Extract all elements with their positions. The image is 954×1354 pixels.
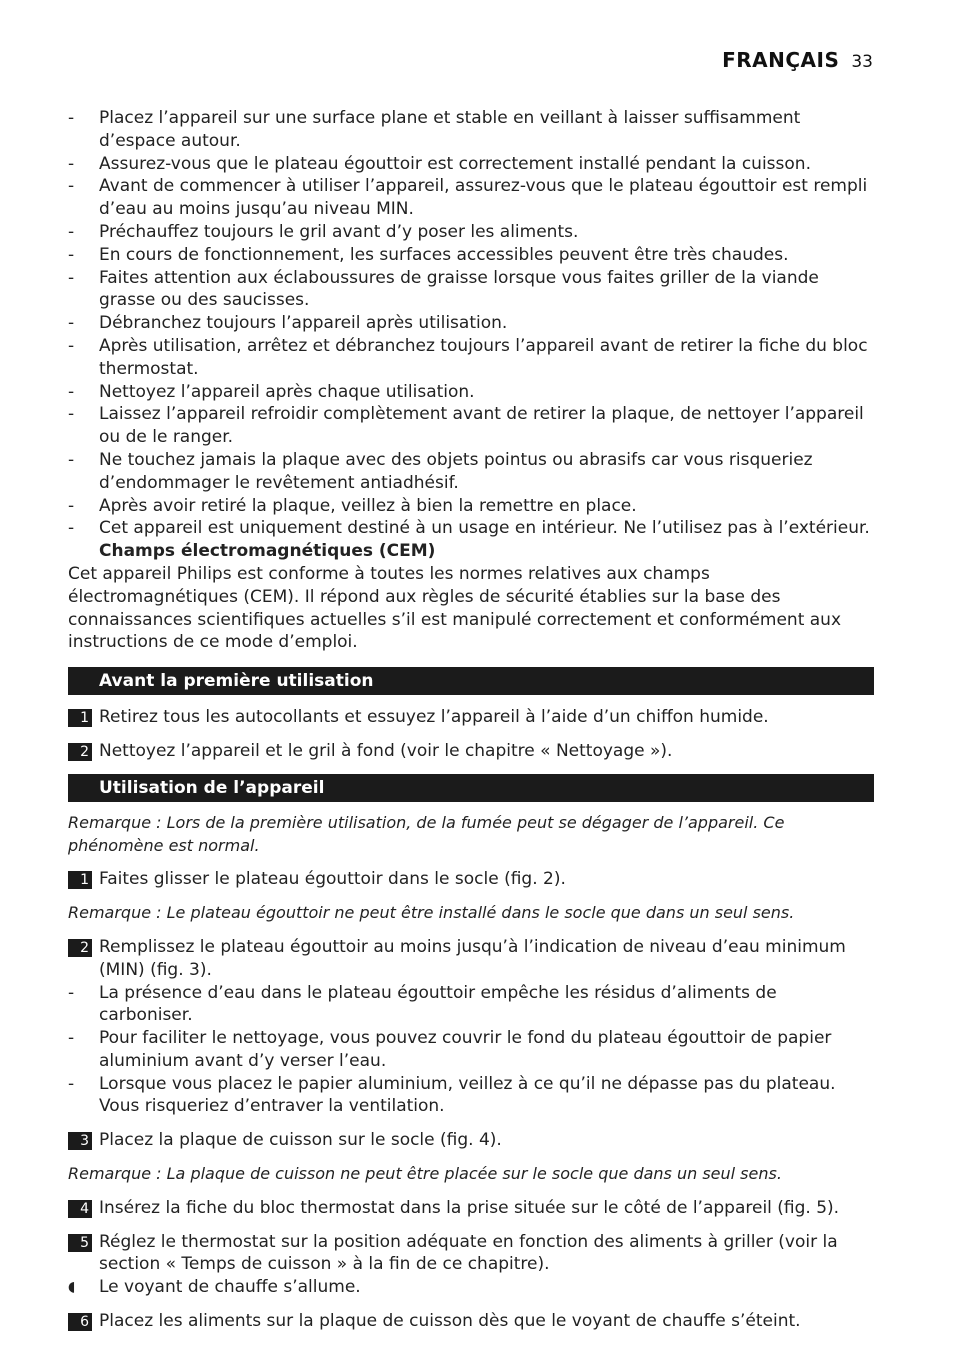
bullet-item bbox=[68, 495, 874, 518]
step-text: Faites glisser le plateau égouttoir dans le socle (fig. 2). bbox=[99, 869, 566, 890]
page-content bbox=[68, 107, 874, 1344]
bullet-dash: - bbox=[68, 221, 75, 242]
step-item bbox=[68, 1231, 874, 1277]
step-number: 6 bbox=[68, 1313, 92, 1331]
bullet-dash: - bbox=[68, 1028, 75, 1049]
bullet-dash: - bbox=[68, 449, 75, 470]
bullet-text: Cet appareil est uniquement destiné à un usage en intérieur. Ne l’utilisez pas à l’extérieur. bbox=[99, 518, 870, 539]
bullet-item bbox=[68, 449, 874, 495]
note-drip-tray: Remarque : Le plateau égouttoir ne peut être installé dans le socle que dans un seul sens. bbox=[68, 903, 795, 923]
bullet-item bbox=[68, 244, 874, 267]
step-text: Insérez la fiche du bloc thermostat dans la prise située sur le côté de l’appareil (fig. 5). bbox=[99, 1197, 840, 1218]
language-label: FRANÇAIS bbox=[722, 48, 840, 72]
bullet-dash: - bbox=[68, 153, 75, 174]
bullet-text: Nettoyez l’appareil après chaque utilisation. bbox=[99, 381, 475, 402]
bullet-text: En cours de fonctionnement, les surfaces accessibles peuvent être très chaudes. bbox=[99, 244, 789, 265]
bullet-text: Préchauffez toujours le gril avant d’y poser les aliments. bbox=[99, 221, 579, 242]
bullet-item bbox=[68, 335, 874, 381]
page-header bbox=[722, 48, 873, 72]
bullet-dash: - bbox=[68, 244, 75, 265]
bullet-item bbox=[68, 403, 874, 449]
step-item bbox=[68, 1310, 874, 1333]
bullet-item bbox=[68, 517, 874, 540]
step-item bbox=[68, 936, 874, 982]
note-first-use: Remarque : Lors de la première utilisation, de la fumée peut se dégager de l’appareil. Ce phénomène est normal. bbox=[68, 812, 785, 855]
step-number: 3 bbox=[68, 1132, 92, 1150]
bullet-text: Faites attention aux éclaboussures de graisse lorsque vous faites griller de la viande grasse ou des saucisses. bbox=[99, 267, 819, 311]
step-item bbox=[68, 868, 874, 891]
bullet-text: Pour faciliter le nettoyage, vous pouvez couvrir le fond du plateau égouttoir de papier aluminium avant d’y verser l’eau. bbox=[99, 1028, 832, 1071]
step-number: 1 bbox=[68, 709, 92, 727]
bullet-item bbox=[68, 1073, 874, 1119]
bullet-dash: - bbox=[68, 313, 75, 334]
step-text: Placez la plaque de cuisson sur le socle (fig. 4). bbox=[99, 1130, 502, 1151]
step-number: 2 bbox=[68, 743, 92, 761]
section-title-before-first-use: Avant la première utilisation bbox=[68, 667, 874, 695]
step-text: Retirez tous les autocollants et essuyez l’appareil à l’aide d’un chiffon humide. bbox=[99, 707, 769, 728]
bullet-item bbox=[68, 381, 874, 404]
emf-paragraph: Cet appareil Philips est conforme à toutes les normes relatives aux champs électromagnétiques (CEM). Il répond aux règles de sécurité établies sur la base des connaissances scientifiques actuelles s’il est manipulé correctement et conformément aux instructions de ce mode d’emploi. bbox=[68, 563, 842, 653]
bullet-dash: - bbox=[68, 267, 75, 288]
step-number: 4 bbox=[68, 1200, 92, 1218]
bullet-text: Laissez l’appareil refroidir complètement avant de retirer la plaque, de nettoyer l’appareil ou de le ranger. bbox=[99, 404, 864, 448]
step-number: 5 bbox=[68, 1234, 92, 1252]
bullet-dash: - bbox=[68, 176, 75, 197]
bullet-item bbox=[68, 982, 874, 1028]
bullet-item bbox=[68, 153, 874, 176]
step-number: 1 bbox=[68, 871, 92, 889]
bullet-dash: - bbox=[68, 404, 75, 425]
bullet-text: Avant de commencer à utiliser l’appareil, assurez-vous que le plateau égouttoir est rempli d’eau au moins jusqu’au niveau MIN. bbox=[99, 176, 868, 220]
bullet-dash: - bbox=[68, 108, 75, 128]
bullet-dash: - bbox=[68, 518, 75, 539]
step-item bbox=[68, 706, 874, 729]
bullet-text: La présence d’eau dans le plateau égouttoir empêche les résidus d’aliments de carboniser. bbox=[99, 982, 777, 1026]
bullet-dash: - bbox=[68, 335, 75, 356]
bullet-text: Placez l’appareil sur une surface plane et stable en veillant à laisser suffisamment d’espace autour. bbox=[99, 108, 801, 151]
bullet-text: Débranchez toujours l’appareil après utilisation. bbox=[99, 313, 508, 334]
bullet-text: Après avoir retiré la plaque, veillez à bien la remettre en place. bbox=[99, 495, 637, 516]
step-number: 2 bbox=[68, 939, 92, 957]
result-arrow-icon: ◖ bbox=[68, 1279, 76, 1296]
note-cooking-plate: Remarque : La plaque de cuisson ne peut être placée sur le socle que dans un seul sens. bbox=[68, 1164, 782, 1184]
page-number: 33 bbox=[851, 52, 873, 72]
bullet-item bbox=[68, 107, 874, 153]
step2-bullet-list bbox=[68, 982, 874, 1119]
bullet-item bbox=[68, 267, 874, 313]
step-text: Placez les aliments sur la plaque de cuisson dès que le voyant de chauffe s’éteint. bbox=[99, 1311, 801, 1332]
step-text: Nettoyez l’appareil et le gril à fond (voir le chapitre « Nettoyage »). bbox=[99, 740, 673, 761]
emf-heading: Champs électromagnétiques (CEM) bbox=[99, 541, 436, 562]
bullet-text: Après utilisation, arrêtez et débranchez toujours l’appareil avant de retirer la fiche du bloc thermostat. bbox=[99, 335, 868, 379]
bullet-item bbox=[68, 221, 874, 244]
section-title-using: Utilisation de l’appareil bbox=[68, 774, 874, 802]
bullet-dash: - bbox=[68, 495, 75, 516]
bullet-item bbox=[68, 312, 874, 335]
step-item bbox=[68, 1197, 874, 1220]
step-text: Réglez le thermostat sur la position adéquate en fonction des aliments à griller (voir la section « Temps de cuisson » à la fin de ce chapitre). bbox=[99, 1231, 838, 1275]
step-item bbox=[68, 740, 874, 763]
bullet-text: Lorsque vous placez le papier aluminium, veillez à ce qu’il ne dépasse pas du plateau. Vous risqueriez d’entraver la ventilation. bbox=[99, 1073, 836, 1117]
bullet-item bbox=[68, 1027, 874, 1073]
bullet-item bbox=[68, 175, 874, 221]
bullet-text: Ne touchez jamais la plaque avec des objets pointus ou abrasifs car vous risqueriez d’endommager le revêtement antiadhésif. bbox=[99, 449, 813, 493]
bullet-text: Assurez-vous que le plateau égouttoir est correctement installé pendant la cuisson. bbox=[99, 153, 811, 174]
bullet-dash: - bbox=[68, 982, 75, 1003]
bullet-dash: - bbox=[68, 1073, 75, 1094]
safety-bullet-list bbox=[68, 107, 874, 540]
bullet-dash: - bbox=[68, 381, 75, 402]
step-item bbox=[68, 1129, 874, 1152]
step-text: Remplissez le plateau égouttoir au moins jusqu’à l’indication de niveau d’eau minimum (MIN) (fig. 3). bbox=[99, 936, 846, 980]
result-item bbox=[68, 1276, 874, 1299]
result-text: Le voyant de chauffe s’allume. bbox=[99, 1277, 361, 1298]
